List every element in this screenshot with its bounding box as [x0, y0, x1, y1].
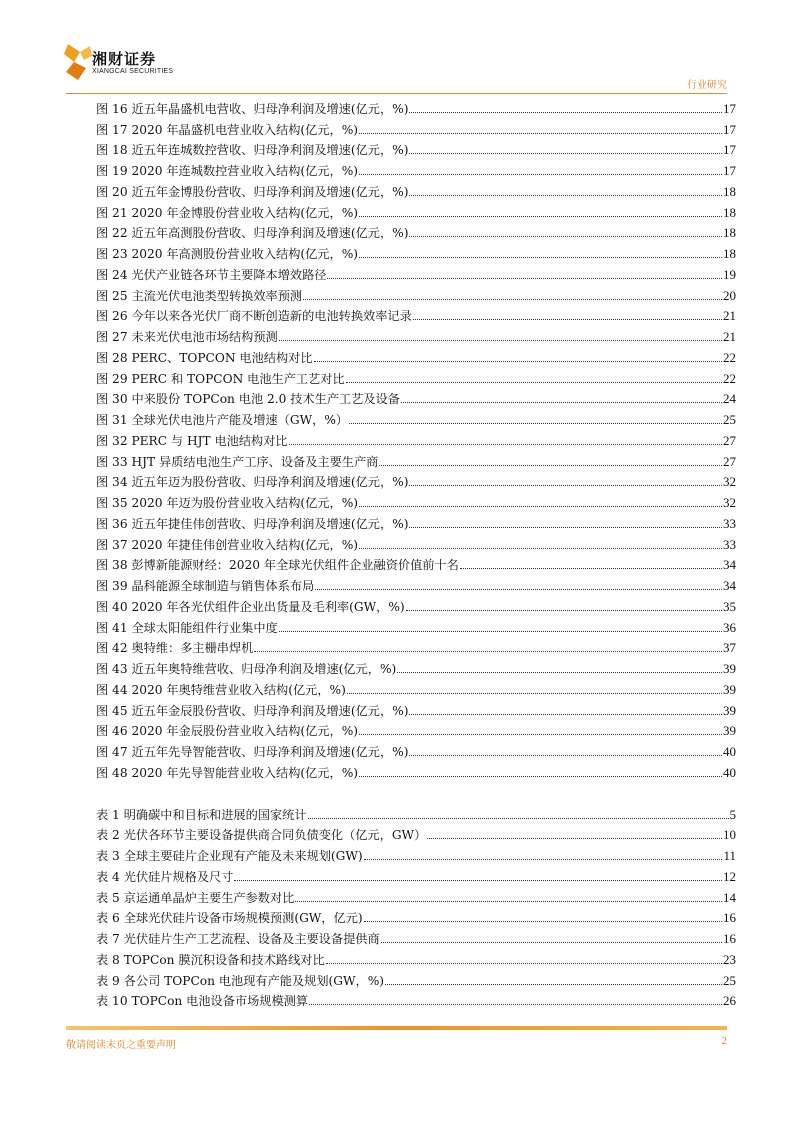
figure-entry-title: 图 43 近五年奥特维营收、归母净利润及增速(亿元，%): [96, 662, 397, 676]
figure-entry-page: 40: [723, 764, 736, 780]
figure-entry-title: 图 20 近五年金博股份营收、归母净利润及增速(亿元，%): [96, 184, 409, 199]
figure-entry[interactable]: [96, 117, 736, 138]
figure-entry-title: 图 31 全球光伏电池片产能及增速（GW，%）: [96, 413, 349, 427]
figure-entry[interactable]: [96, 656, 736, 677]
figure-entry-title: 图 33 HJT 异质结电池生产工序、设备及主要生产商: [96, 454, 379, 469]
table-entry-page: 10: [723, 827, 736, 843]
dot-leader: [359, 547, 722, 549]
figure-entry-page: 36: [723, 619, 736, 635]
dot-leader: [359, 733, 722, 735]
figure-entry[interactable]: [96, 262, 736, 283]
figure-entry-page: 18: [723, 204, 736, 220]
figure-entry[interactable]: [96, 615, 736, 636]
figure-entry-page: 22: [723, 349, 736, 365]
table-entry[interactable]: [96, 947, 736, 968]
table-entry-title: 表 1 明确碳中和目标和进展的国家统计: [96, 807, 307, 822]
figure-entry-title: 图 26 今年以来各光伏厂商不断创造新的电池转换效率记录: [96, 309, 412, 324]
figure-entry-title: 图 46 2020 年金辰股份营业收入结构(亿元，%): [96, 724, 359, 739]
table-entry-title: 表 2 光伏各环节主要设备提供商合同负债变化（亿元，GW）: [96, 828, 427, 843]
dot-leader: [314, 360, 722, 362]
figure-entry-page: 25: [723, 412, 736, 427]
figure-entry[interactable]: [96, 221, 736, 242]
dot-leader: [346, 381, 722, 383]
dot-leader: [347, 692, 722, 694]
dot-leader: [409, 484, 722, 486]
figure-entry[interactable]: [96, 739, 736, 760]
table-entry-page: 16: [723, 910, 736, 926]
figure-entry[interactable]: [96, 366, 736, 387]
figure-entry[interactable]: [96, 179, 736, 200]
dot-leader: [326, 962, 722, 964]
table-entry[interactable]: [96, 926, 736, 947]
figure-entry[interactable]: [96, 532, 736, 553]
figure-entry[interactable]: [96, 677, 736, 698]
figure-entry-page: 17: [723, 142, 736, 158]
dot-leader: [409, 235, 722, 237]
figure-entry[interactable]: [96, 324, 736, 345]
figure-entry-title: 图 36 近五年捷佳伟创营收、归母净利润及增速(亿元，%): [96, 516, 409, 531]
figure-entry-title: 图 44 2020 年奥特维营业收入结构(亿元，%): [96, 682, 346, 697]
footer-divider: [66, 1026, 727, 1030]
figure-entry-title: 图 40 2020 年各光伏组件企业出货量及毛利率(GW，%): [96, 599, 405, 614]
figure-entry-title: 图 16 近五年晶盛机电营收、归母净利润及增速(亿元，%): [96, 101, 409, 116]
figure-entry-page: 20: [723, 287, 736, 303]
figure-entry-title: 图 27 未来光伏电池市场结构预测: [96, 330, 278, 344]
dot-leader: [409, 754, 722, 756]
dot-leader: [359, 215, 722, 217]
dot-leader: [397, 671, 722, 673]
table-entry-page: 11: [723, 848, 736, 863]
table-entry-title: 表 6 全球光伏硅片设备市场规模预测(GW，亿元): [96, 911, 363, 926]
figure-entry-title: 图 41 全球太阳能组件行业集中度: [96, 620, 278, 635]
dot-leader: [364, 858, 723, 860]
figure-entry-page: 17: [723, 163, 736, 178]
figure-entry[interactable]: [96, 553, 736, 574]
figure-entry[interactable]: [96, 490, 736, 511]
table-entry-page: 25: [723, 972, 736, 988]
figure-entry[interactable]: [96, 200, 736, 221]
figure-entry-title: 图 28 PERC、TOPCON 电池结构对比: [96, 350, 313, 365]
figure-entry-page: 21: [723, 308, 736, 324]
figure-entry-title: 图 29 PERC 和 TOPCON 电池生产工艺对比: [96, 371, 345, 386]
figure-list: [96, 96, 736, 781]
figure-entry-title: 图 18 近五年连城数控营收、归母净利润及增速(亿元，%): [96, 143, 409, 158]
dot-leader: [385, 983, 722, 985]
table-entry[interactable]: [96, 885, 736, 906]
figure-entry[interactable]: [96, 698, 736, 719]
figure-entry-page: 34: [723, 578, 736, 593]
figure-entry-title: 图 24 光伏产业链各环节主要降本增效路径: [96, 267, 327, 282]
table-list: [96, 802, 736, 1010]
dot-leader: [349, 422, 722, 424]
figure-entry-title: 图 47 近五年先导智能营收、归母净利润及增速(亿元，%): [96, 745, 409, 759]
dot-leader: [409, 713, 722, 715]
figure-entry-page: 18: [723, 246, 736, 261]
figure-entry-page: 34: [723, 557, 736, 573]
table-entry-title: 表 8 TOPCon 膜沉积设备和技术路线对比: [96, 952, 325, 967]
figure-entry[interactable]: [96, 283, 736, 304]
dot-leader: [460, 567, 722, 569]
table-entry-title: 表 4 光伏硅片规格及尺寸: [96, 869, 234, 884]
figure-entry-page: 17: [723, 121, 736, 137]
figure-entry-title: 图 32 PERC 与 HJT 电池结构对比: [96, 433, 288, 448]
figure-entry-title: 图 34 近五年迈为股份营收、归母净利润及增速(亿元，%): [96, 475, 409, 490]
dot-leader: [409, 152, 722, 154]
dot-leader: [401, 401, 722, 403]
figure-entry[interactable]: [96, 345, 736, 366]
dot-leader: [409, 526, 722, 528]
footer-disclaimer: 敬请阅读末页之重要声明: [66, 1040, 176, 1051]
list-divider-space: [96, 781, 736, 802]
figure-entry-page: 19: [723, 266, 736, 282]
figure-entry-title: 图 37 2020 年捷佳伟创营业收入结构(亿元，%): [96, 537, 359, 552]
table-entry-title: 表 9 各公司 TOPCon 电池现有产能及规划(GW，%): [96, 973, 385, 988]
figure-entry-page: 39: [723, 702, 736, 718]
figure-entry-page: 18: [723, 225, 736, 241]
figure-entry-page: 21: [723, 329, 736, 344]
header-divider: [66, 93, 727, 94]
dot-leader: [406, 609, 722, 611]
figure-entry-page: 37: [723, 640, 736, 656]
table-entry-page: 14: [723, 889, 736, 905]
table-entry-page: 16: [723, 931, 736, 946]
figure-entry-page: 27: [723, 453, 736, 469]
figure-entry-title: 图 23 2020 年高测股份营业收入结构(亿元，%): [96, 247, 359, 261]
figure-entry-page: 35: [723, 598, 736, 614]
dot-leader: [359, 132, 722, 134]
figure-entry-page: 32: [723, 495, 736, 510]
figure-entry-title: 图 39 晶科能源全球制造与销售体系布局: [96, 579, 315, 593]
figure-entry-page: 24: [723, 391, 736, 407]
table-entry[interactable]: [96, 864, 736, 885]
figure-entry-title: 图 17 2020 年晶盛机电营业收入结构(亿元，%): [96, 122, 359, 137]
figure-entry[interactable]: [96, 511, 736, 532]
table-entry-title: 表 5 京运通单晶炉主要生产参数对比: [96, 890, 295, 905]
dot-leader: [289, 443, 722, 445]
figure-entry[interactable]: [96, 407, 736, 428]
figure-entry[interactable]: [96, 241, 736, 262]
table-entry-title: 表 7 光伏硅片生产工艺流程、设备及主要设备提供商: [96, 932, 380, 946]
table-entry[interactable]: [96, 989, 736, 1010]
figure-entry[interactable]: [96, 449, 736, 470]
figure-entry-page: 39: [723, 723, 736, 739]
table-entry[interactable]: [96, 802, 736, 823]
figure-entry[interactable]: [96, 138, 736, 159]
table-entry-title: 表 3 全球主要硅片企业现有产能及未来规划(GW): [96, 849, 363, 863]
table-entry[interactable]: [96, 823, 736, 844]
dot-leader: [364, 920, 722, 922]
dot-leader: [359, 775, 722, 777]
dot-leader: [409, 111, 722, 113]
figure-entry-page: 17: [723, 100, 736, 116]
table-entry-page: 5: [729, 806, 736, 822]
table-entry[interactable]: [96, 843, 736, 864]
figure-entry[interactable]: [96, 573, 736, 594]
figure-entry-title: 图 30 中来股份 TOPCon 电池 2.0 技术生产工艺及设备: [96, 392, 400, 407]
figure-entry-page: 27: [723, 432, 736, 448]
figure-entry-page: 33: [723, 515, 736, 531]
table-entry[interactable]: [96, 968, 736, 989]
dot-leader: [413, 318, 722, 320]
dot-leader: [315, 588, 722, 590]
dot-leader: [279, 339, 722, 341]
figure-entry-page: 32: [723, 474, 736, 490]
figure-entry[interactable]: [96, 304, 736, 325]
table-entry-page: 23: [723, 951, 736, 967]
table-entry[interactable]: [96, 906, 736, 927]
figure-entry-title: 图 21 2020 年金博股份营业收入结构(亿元，%): [96, 205, 359, 220]
figure-entry-page: 39: [723, 681, 736, 697]
figure-entry[interactable]: [96, 428, 736, 449]
dot-leader: [303, 298, 722, 300]
table-of-contents: [96, 96, 736, 1009]
brand-name: 湘财证券: [92, 50, 157, 68]
dot-leader: [379, 464, 722, 466]
dot-leader: [279, 630, 722, 632]
figure-entry-title: 图 45 近五年金辰股份营收、归母净利润及增速(亿元，%): [96, 703, 409, 718]
dot-leader: [427, 837, 722, 839]
figure-entry-title: 图 35 2020 年迈为股份营业收入结构(亿元，%): [96, 496, 359, 510]
table-entry-page: 26: [723, 993, 736, 1009]
dot-leader: [409, 194, 722, 196]
figure-entry[interactable]: [96, 470, 736, 491]
page-number: 2: [721, 1035, 727, 1047]
figure-entry-title: 图 19 2020 年连城数控营业收入结构(亿元，%): [96, 164, 359, 178]
figure-entry-page: 33: [723, 536, 736, 552]
dot-leader: [309, 1003, 722, 1005]
dot-leader: [254, 650, 722, 652]
figure-entry-title: 图 48 2020 年先导智能营业收入结构(亿元，%): [96, 765, 359, 780]
dot-leader: [359, 505, 722, 507]
figure-entry[interactable]: [96, 594, 736, 615]
dot-leader: [359, 256, 722, 258]
figure-entry[interactable]: [96, 96, 736, 117]
dot-leader: [327, 277, 722, 279]
brand-name-english: XIANGCAI SECURITIES: [92, 68, 174, 75]
figure-entry-title: 图 38 彭博新能源财经：2020 年全球光伏组件企业融资价值前十名: [96, 558, 459, 573]
section-label: 行业研究: [687, 80, 727, 91]
figure-entry-page: 40: [723, 744, 736, 759]
page-header: [0, 0, 793, 96]
table-entry-page: 12: [723, 868, 736, 884]
dot-leader: [295, 900, 722, 902]
figure-entry-title: 图 42 奥特维：多主栅串焊机: [96, 641, 254, 656]
figure-entry-title: 图 22 近五年高测股份营收、归母净利润及增速(亿元，%): [96, 226, 409, 241]
figure-entry[interactable]: [96, 158, 736, 179]
dot-leader: [234, 879, 722, 881]
dot-leader: [381, 941, 722, 943]
figure-entry-page: 18: [723, 183, 736, 199]
figure-entry-title: 图 25 主流光伏电池类型转换效率预测: [96, 288, 303, 303]
figure-entry[interactable]: [96, 760, 736, 781]
figure-entry[interactable]: [96, 636, 736, 657]
figure-entry-page: 39: [723, 661, 736, 676]
table-entry-title: 表 10 TOPCon 电池设备市场规模测算: [96, 994, 309, 1009]
dot-leader: [308, 817, 729, 819]
figure-entry[interactable]: [96, 719, 736, 740]
figure-entry[interactable]: [96, 387, 736, 408]
figure-entry-page: 22: [723, 370, 736, 386]
dot-leader: [359, 173, 722, 175]
